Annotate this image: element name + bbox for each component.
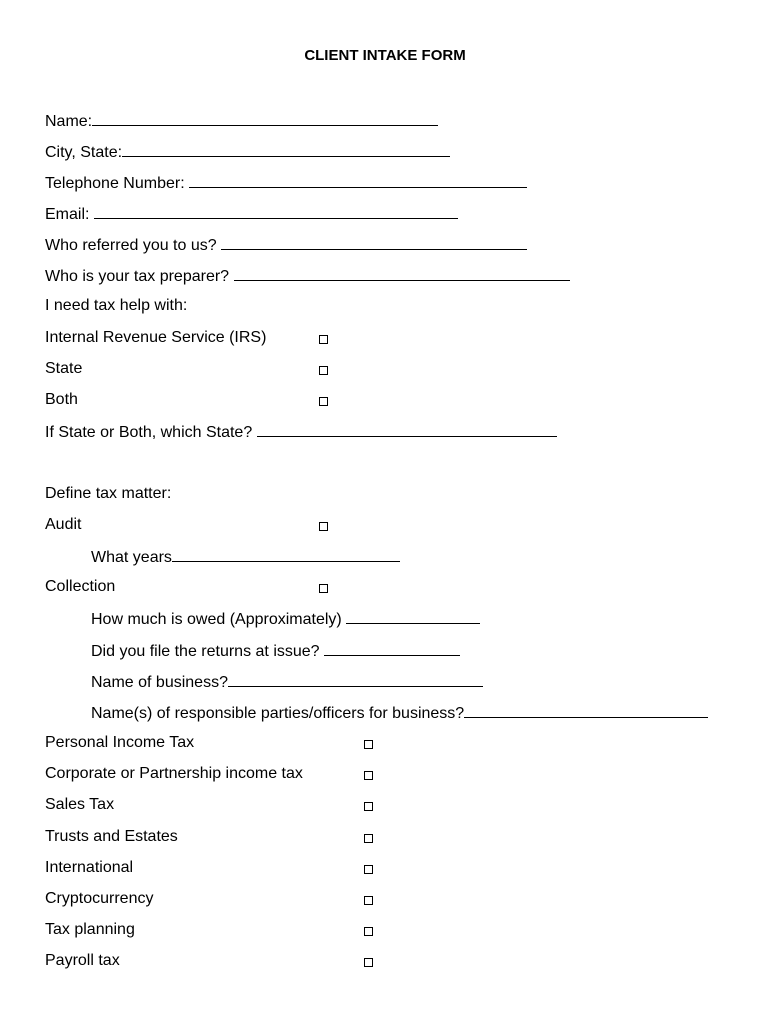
referred-label: Who referred you to us? — [45, 237, 222, 254]
audit-checkbox[interactable] — [319, 522, 328, 531]
matter-sales-label: Sales Tax — [45, 796, 115, 813]
city-state-label: City, State: — [45, 144, 123, 161]
option-state-checkbox[interactable] — [319, 366, 328, 375]
owed-field[interactable] — [346, 608, 480, 624]
matter-payroll-checkbox[interactable] — [364, 958, 373, 967]
option-both-label: Both — [45, 391, 78, 408]
telephone-row — [45, 172, 527, 194]
referred-field[interactable] — [221, 234, 527, 250]
help-with-label: I need tax help with: — [45, 297, 188, 314]
filed-label: Did you file the returns at issue? — [91, 643, 325, 660]
parties-field[interactable] — [464, 702, 708, 718]
matter-crypto-checkbox[interactable] — [364, 896, 373, 905]
tax-preparer-field[interactable] — [234, 265, 570, 281]
parties-label: Name(s) of responsible parties/officers for business? — [91, 705, 465, 722]
name-field[interactable] — [92, 110, 438, 126]
city-state-row — [45, 141, 450, 163]
matter-planning-label: Tax planning — [45, 921, 135, 938]
which-state-field[interactable] — [257, 421, 557, 437]
matter-crypto-label: Cryptocurrency — [45, 890, 154, 907]
what-years-row — [91, 546, 400, 568]
matter-sales-checkbox[interactable] — [364, 802, 373, 811]
option-state-label: State — [45, 360, 83, 377]
referred-row — [45, 234, 527, 256]
define-matter-heading: Define tax matter: — [45, 485, 172, 502]
form-title: CLIENT INTAKE FORM — [304, 47, 466, 64]
tax-preparer-label: Who is your tax preparer? — [45, 268, 234, 285]
business-field[interactable] — [228, 671, 483, 687]
matter-corporate-label: Corporate or Partnership income tax — [45, 765, 303, 782]
matter-trusts-checkbox[interactable] — [364, 834, 373, 843]
name-row — [45, 110, 438, 132]
option-irs-checkbox[interactable] — [319, 335, 328, 344]
owed-row — [91, 608, 480, 630]
city-state-field[interactable] — [122, 141, 450, 157]
matter-corporate-checkbox[interactable] — [364, 771, 373, 780]
business-row — [91, 671, 483, 693]
collection-label: Collection — [45, 578, 116, 595]
which-state-row — [45, 421, 557, 443]
email-field[interactable] — [94, 203, 458, 219]
what-years-field[interactable] — [172, 546, 400, 562]
collection-checkbox[interactable] — [319, 584, 328, 593]
filed-row — [91, 640, 460, 662]
matter-payroll-label: Payroll tax — [45, 952, 120, 969]
parties-row — [91, 702, 708, 724]
telephone-label: Telephone Number: — [45, 175, 190, 192]
matter-planning-checkbox[interactable] — [364, 927, 373, 936]
matter-personal-checkbox[interactable] — [364, 740, 373, 749]
telephone-field[interactable] — [189, 172, 527, 188]
name-label: Name: — [45, 113, 93, 130]
audit-label: Audit — [45, 516, 82, 533]
tax-preparer-row — [45, 265, 570, 287]
matter-international-checkbox[interactable] — [364, 865, 373, 874]
which-state-label: If State or Both, which State? — [45, 424, 257, 441]
filed-field[interactable] — [324, 640, 460, 656]
business-label: Name of business? — [91, 674, 228, 691]
matter-international-label: International — [45, 859, 134, 876]
what-years-label: What years — [91, 549, 172, 566]
owed-label: How much is owed (Approximately) — [91, 611, 347, 628]
option-both-checkbox[interactable] — [319, 397, 328, 406]
matter-personal-label: Personal Income Tax — [45, 734, 195, 751]
email-row — [45, 203, 458, 225]
option-irs-label: Internal Revenue Service (IRS) — [45, 329, 267, 346]
email-label: Email: — [45, 206, 94, 223]
matter-trusts-label: Trusts and Estates — [45, 828, 178, 845]
